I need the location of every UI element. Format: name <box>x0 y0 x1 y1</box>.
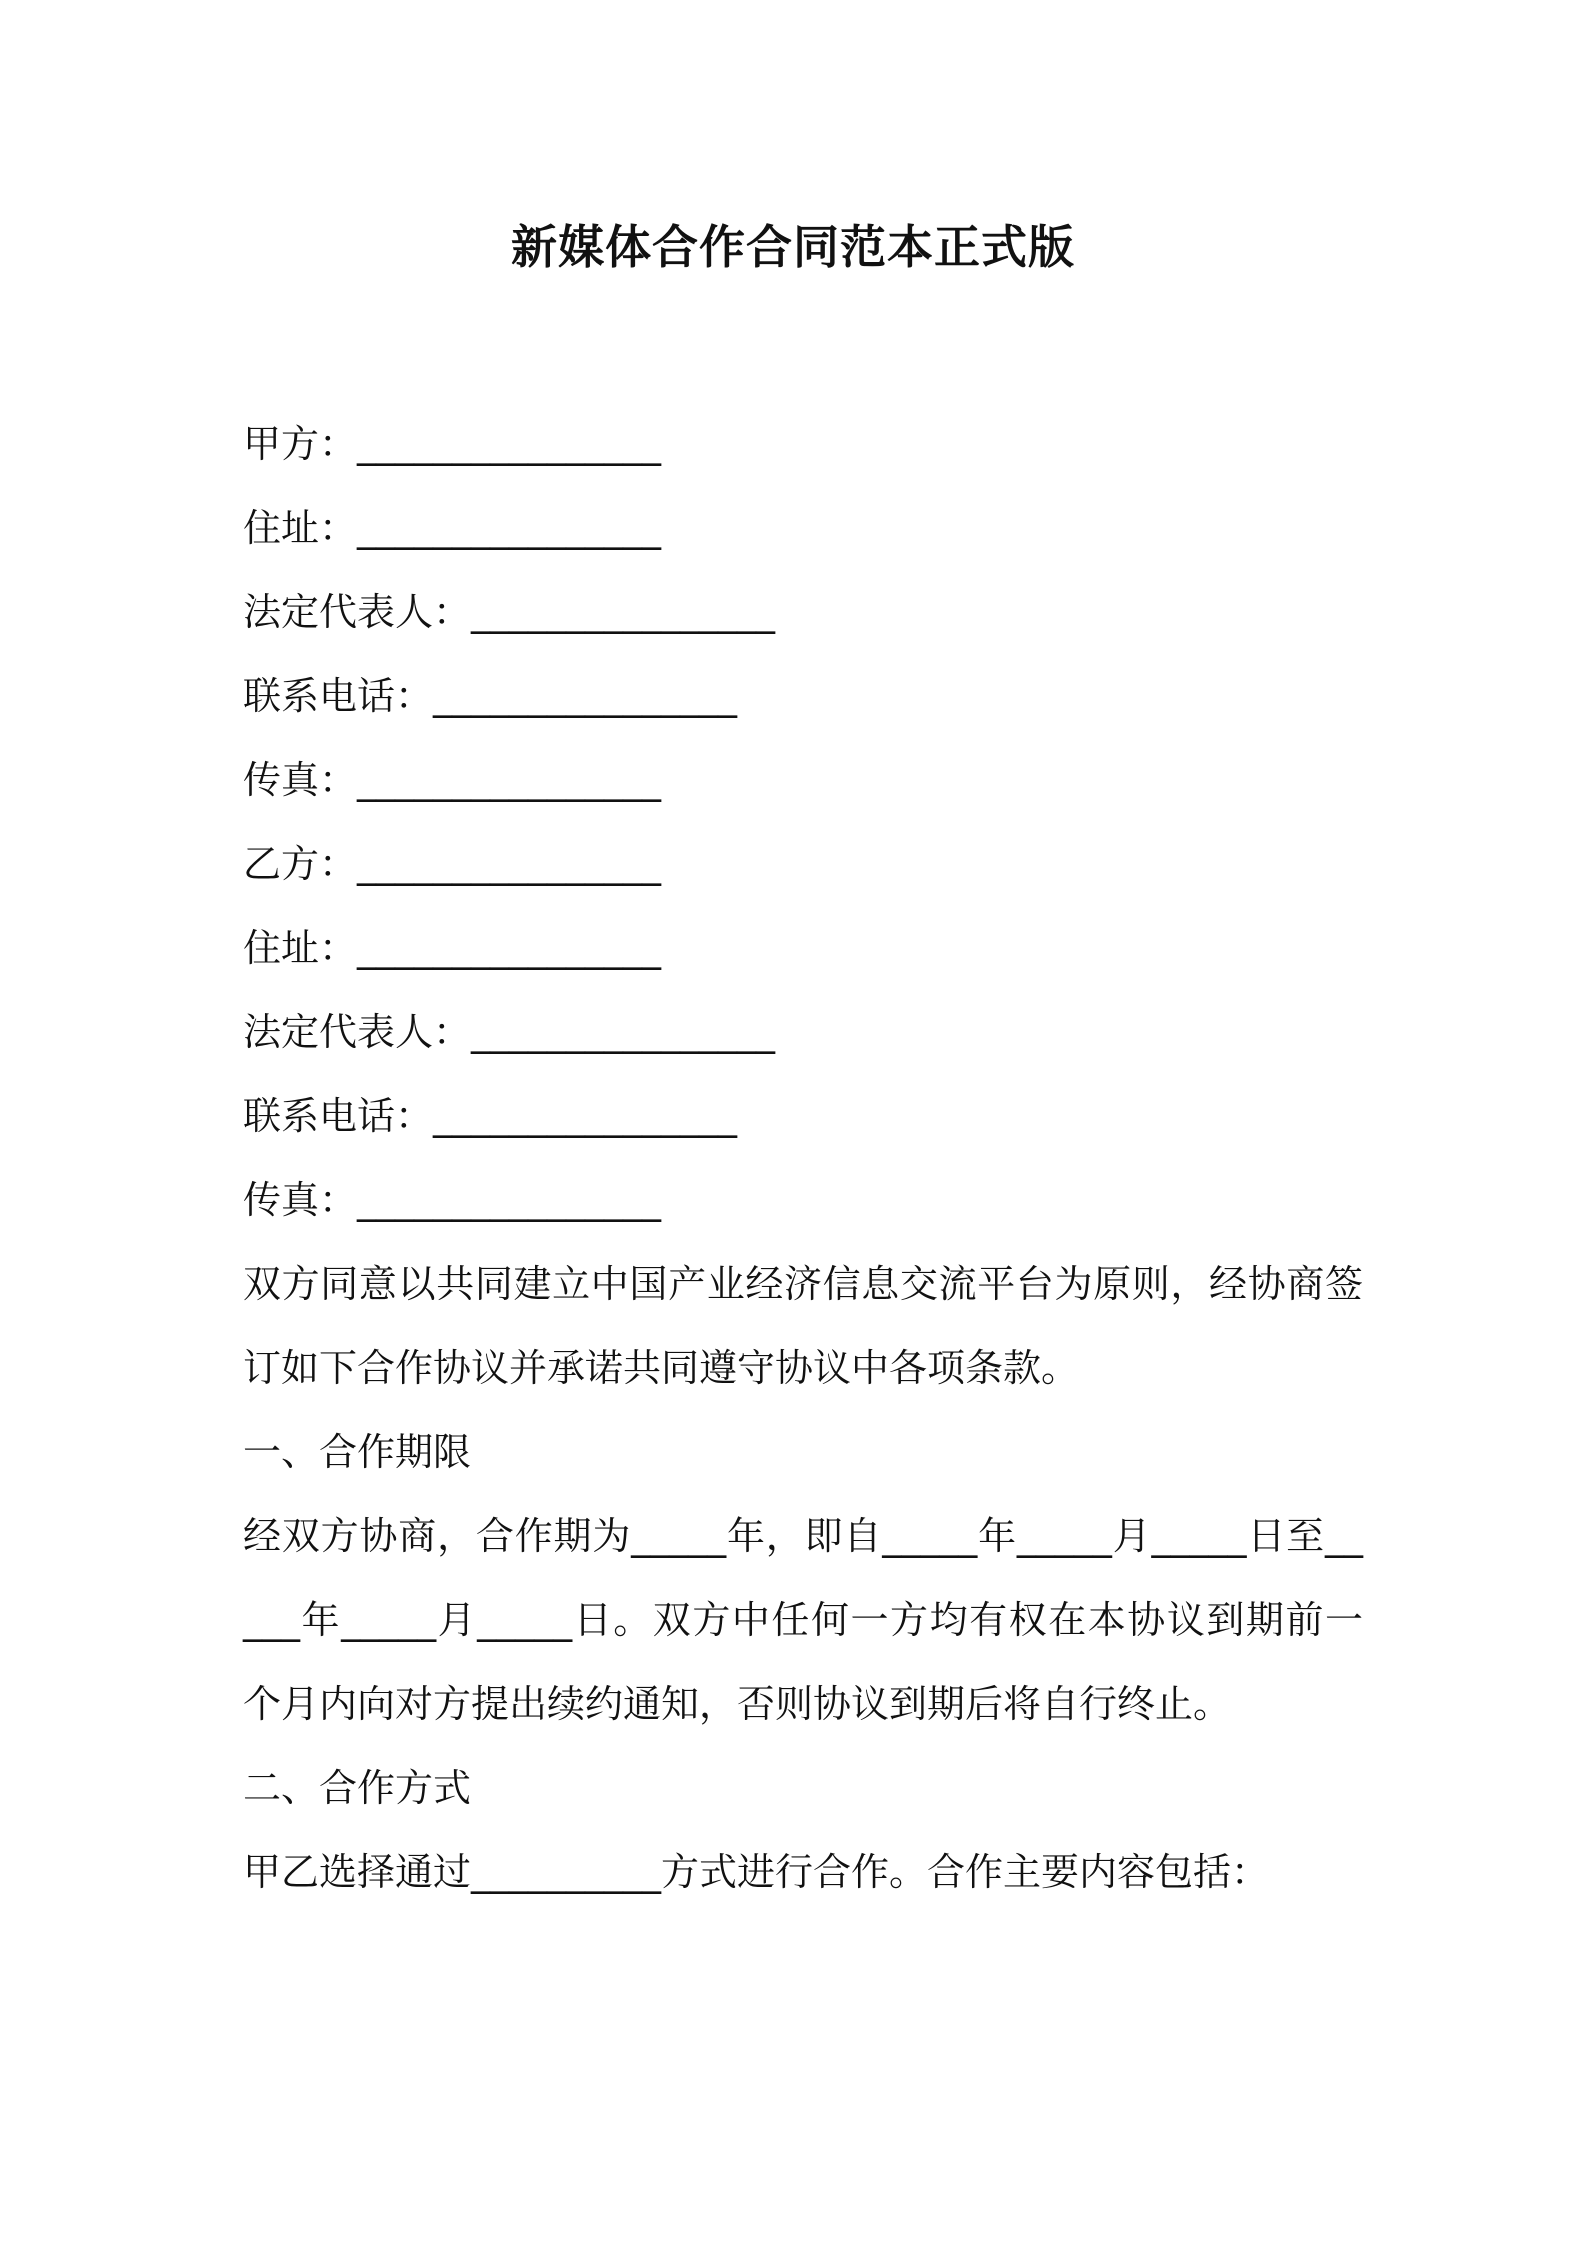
section-2-heading: 二、合作方式 <box>243 1766 472 1810</box>
party-a-legal-rep-field: 法定代表人：________________ <box>243 590 776 634</box>
intro-paragraph: 双方同意以共同建立中国产业经济信息交流平台为原则，经协商签订如下合作协议并承诺共同遵守协议中各项条款。 <box>243 1262 1363 1390</box>
party-b-address-field: 住址：________________ <box>243 926 662 970</box>
party-a-address-field: 住址：________________ <box>243 506 662 550</box>
party-a-fax-field: 传真：________________ <box>243 758 662 802</box>
section-1-heading: 一、合作期限 <box>243 1430 472 1474</box>
section-1-paragraph: 经双方协商，合作期为_____年，即自_____年_____月_____日至_____年_____月_____日。双方中任何一方均有权在本协议到期前一个月内向对方提出续约通知，否则协议到期后将自行终止。 <box>243 1514 1363 1726</box>
party-b-legal-rep-field: 法定代表人：________________ <box>243 1010 776 1054</box>
party-b-fax-field: 传真：________________ <box>243 1178 662 1222</box>
document-title: 新媒体合作合同范本正式版 <box>511 220 1075 274</box>
section-2-paragraph: 甲乙选择通过__________方式进行合作。合作主要内容包括： <box>243 1850 1270 1894</box>
party-b-phone-field: 联系电话：________________ <box>243 1094 738 1138</box>
party-a-name-field: 甲方：________________ <box>243 422 662 466</box>
document-body <box>243 402 1363 1914</box>
party-a-phone-field: 联系电话：________________ <box>243 674 738 718</box>
party-b-name-field: 乙方：________________ <box>243 842 662 886</box>
